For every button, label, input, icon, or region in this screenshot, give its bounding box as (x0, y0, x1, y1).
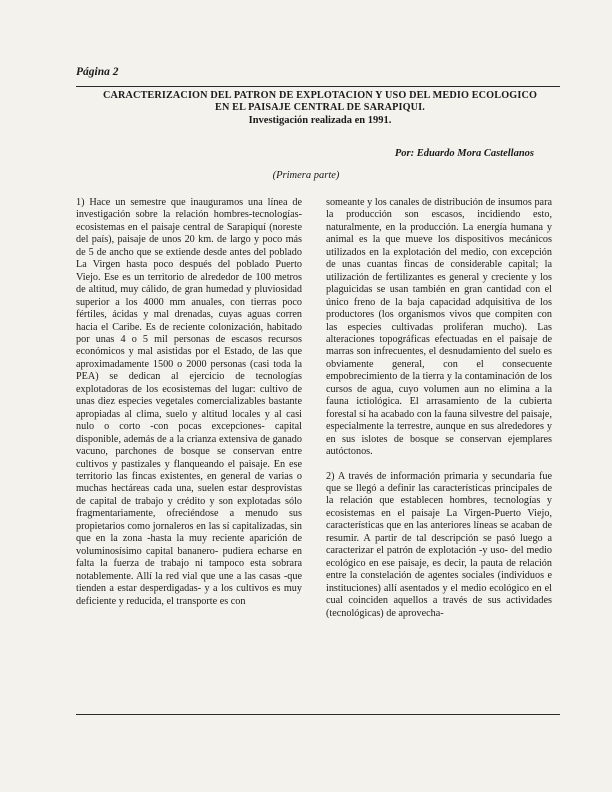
page-number: Página 2 (76, 66, 119, 78)
article-title-line-1: CARACTERIZACION DEL PATRON DE EXPLOTACION Y USO DEL MEDIO ECOLOGICO (102, 90, 538, 101)
bottom-rule (76, 714, 560, 715)
paragraph-1-continued: someante y los canales de distribución de insumos para la producción son escasos, incidiendo esto, naturalmente, en la producción. La energía humana y animal es la que mueve los dispositivos mecánicos utilizados en la explotación del medio, con excepción de unas cuantas fincas de considerable capital; la utilización de fertilizantes es general y creciente y los plaguicidas se usan también en gran cantidad con el único freno de la baja capacidad adquisitiva de los productores (los organismos vivos que compiten con las especies cultivadas proliferan mucho). Las alteraciones topográficas efectuadas en el paisaje de marras son infrecuentes, el desnudamiento del suelo es obviamente general, con el consecuente empobrecimiento de la tierra y la contaminación de los cursos de agua, cuyo volumen aun no elimina a la fauna ictiológica. El arrasamiento de la cubierta forestal sí ha acabado con la fauna silvestre del paisaje, especialmente la terrestre, aunque en sus alrededores y en sus islotes de bosque se conservan ejemplares autóctonos. (326, 197, 552, 458)
article-subtitle: Investigación realizada en 1991. (248, 115, 392, 126)
top-rule (76, 86, 560, 87)
right-column (326, 197, 552, 620)
paragraph-1: 1) Hace un semestre que inauguramos una línea de investigación sobre la relación hombres-tecnologías-ecosistemas en el paisaje central de Sarapiquí (noreste del país), paisaje de unos 20 km. de largo y poco más de 5 de ancho que se extiende desde antes del poblado La Virgen hasta poco después del poblado Puerto Viejo. Ese es un territorio de alrededor de 100 metros de altitud, muy cálido, de gran humedad y pluviosidad superior a los 4000 mm anuales, con tierras poco fértiles, ácidas y mal drenadas, cuyas aguas corren hacia el Caribe. Es de reciente colonización, habitado por unas 4 o 5 mil personas de escasos recursos económicos y mal asistidas por el Estado, de las que aproximadamente 1500 o 2000 personas (casi toda la PEA) se dedican al ejercicio de tecnologías explotadoras de los ecosistemas del lugar: cultivo de unas diez especies vegetales comercializables bastante apropiadas al clima, suelo y altitud locales y al casi nulo o corto -con pocas excepciones- capital disponible, además de a la crianza extensiva de ganado vacuno, parchones de bosque se conservan entre cultivos y pastizales y flanqueando el paisaje. En ese territorio las fincas existentes, en general de varias o muchas hectáreas cada una, suelen estar desprovistas de capital de trabajo y crédito y son explotadas sólo fragmentariamente, ofreciéndose a menudo sus propietarios como jornaleros en las sí capitalizadas, sin que en la zona -hasta la muy reciente aparición de voluminosísimo capital bananero- pudiera echarse en falta la fuerza de trabajo ni tampoco esta sobrara notablemente. Allí la red vial que une a las casas -que tienden a estar desperdigadas- y a los cultivos es muy deficiente y reducida, el transporte es con (76, 197, 302, 607)
left-column (76, 197, 302, 608)
author-byline: Por: Eduardo Mora Castellanos (394, 148, 534, 159)
paragraph-2: 2) A través de información primaria y secundaria fue que se llegó a definir las características principales de la relación que establecen hombres, tecnologías y ecosistemas en el paisaje La Virgen-Puerto Viejo, características que en las anteriores líneas se acaban de resumir. A partir de tal descripción se pasó luego a caracterizar el patrón de explotación -y uso- del medio ecológico en ese paisaje, es decir, la pauta de relación entre la constelación de agentes sociales (individuos e instituciones) allí asentados y el medio ecológico en el cual coinciden aquellos a través de sus actividades (tecnológicas) de aprovecha- (326, 470, 552, 619)
article-title-line-2: EN EL PAISAJE CENTRAL DE SARAPIQUI. (215, 102, 425, 113)
article-header (70, 90, 570, 127)
part-label: (Primera parte) (272, 170, 340, 181)
